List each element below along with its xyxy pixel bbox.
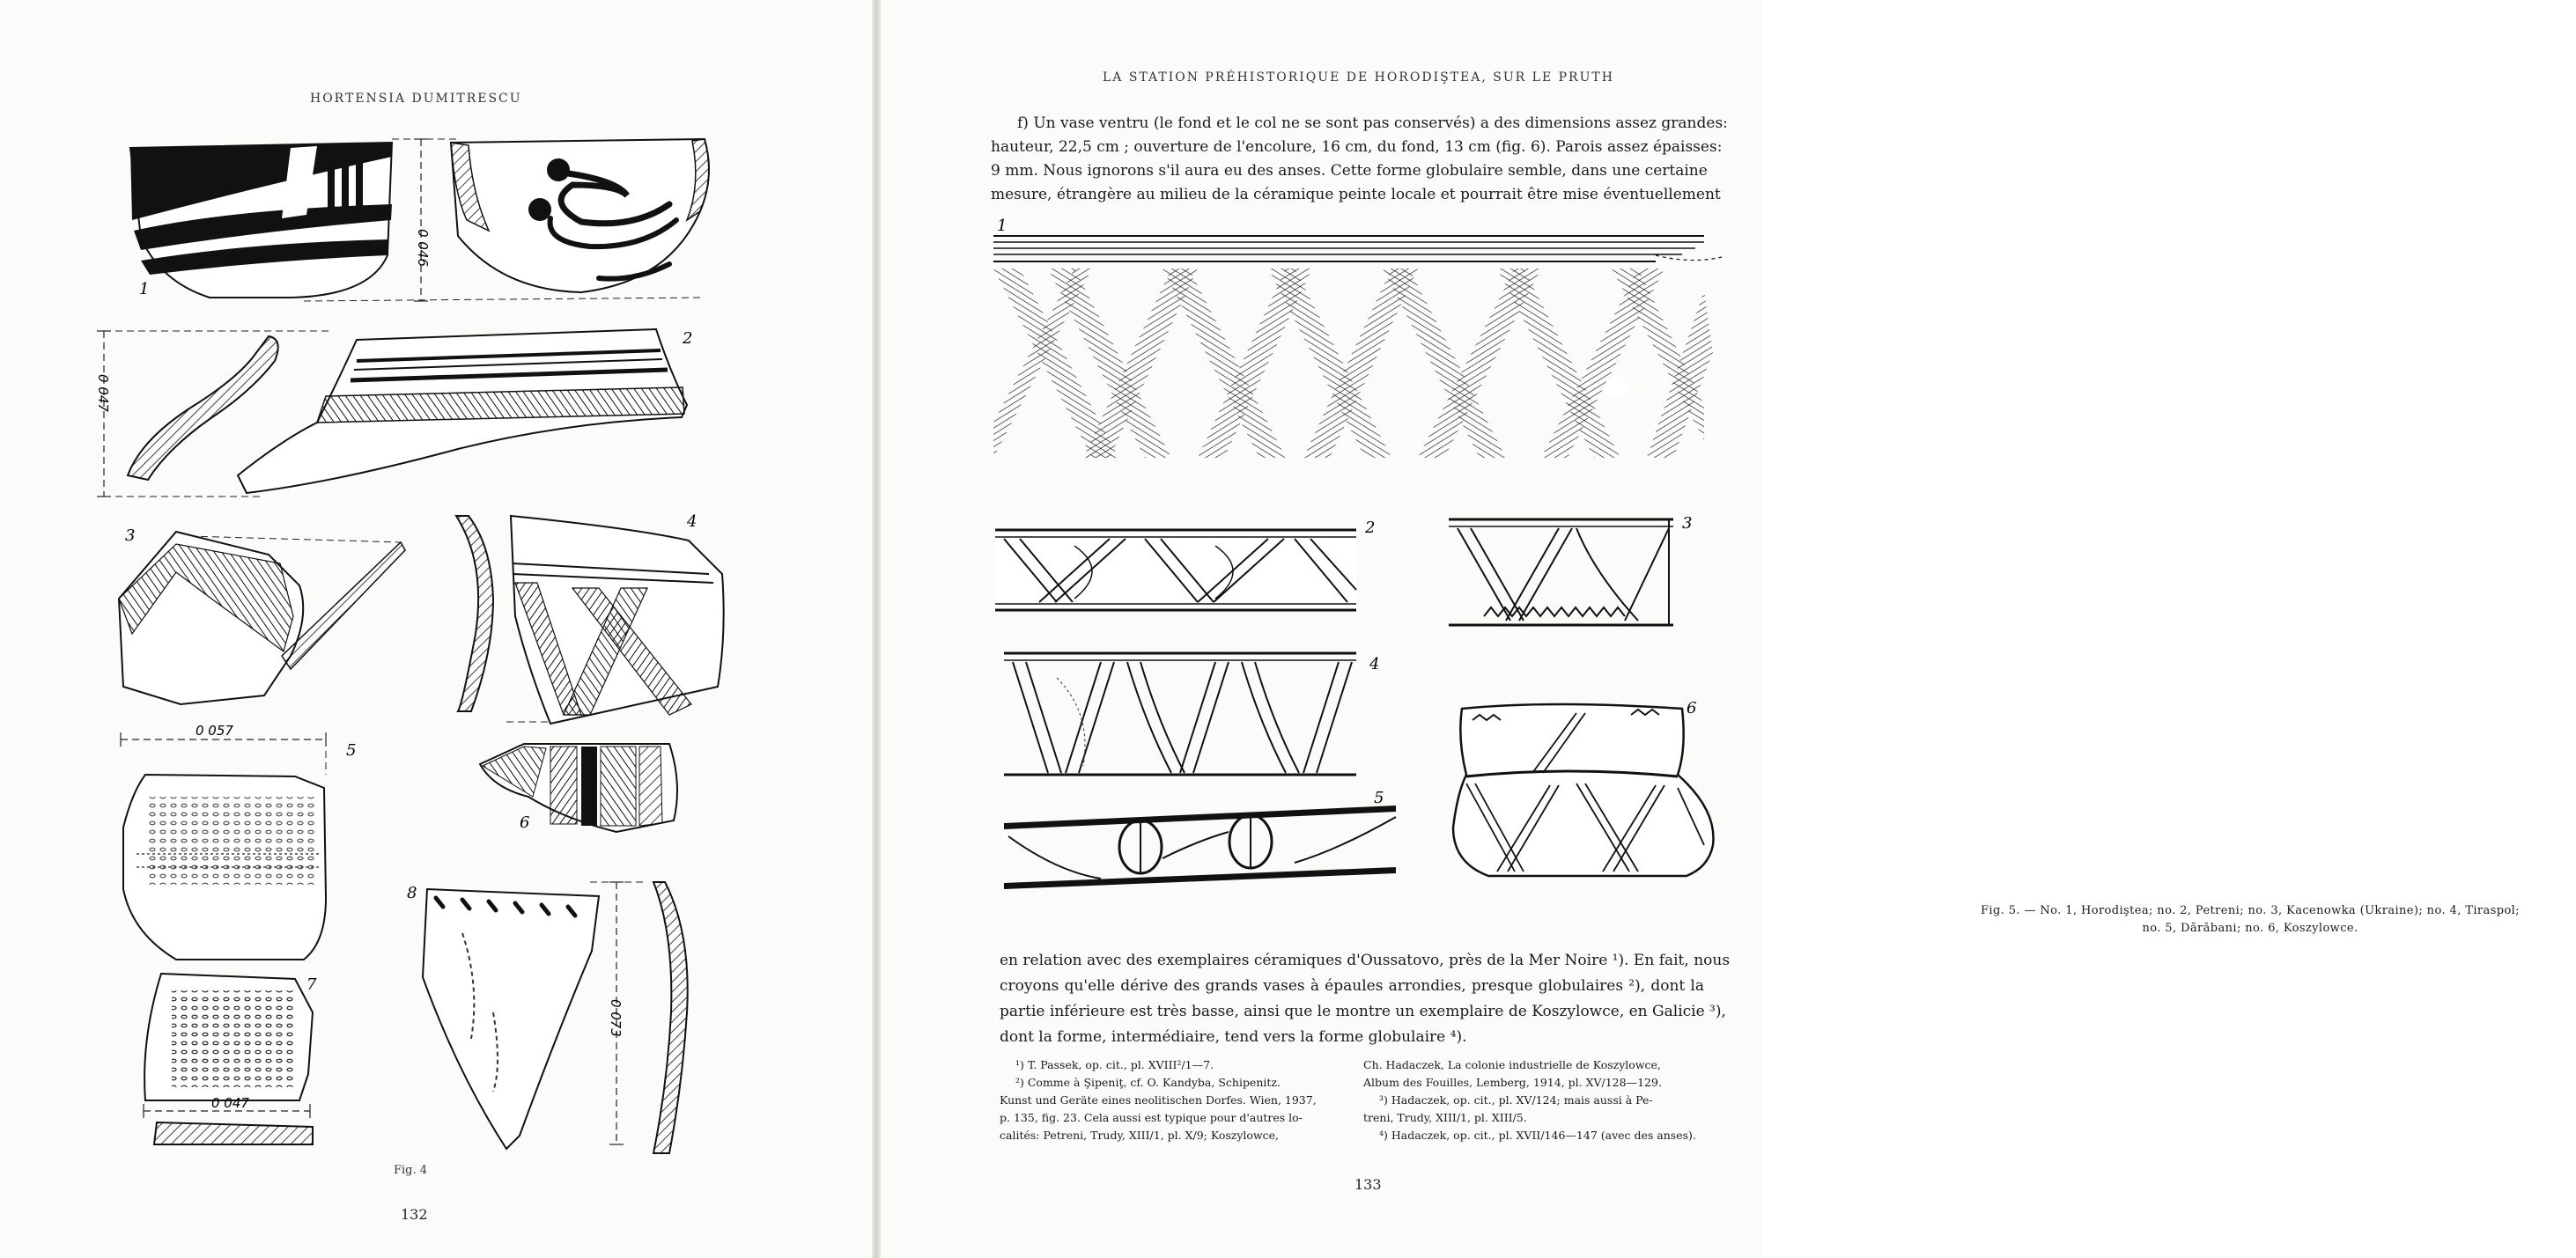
paragraph-bottom-line: partie inférieure est très basse, ainsi que le montre un exemplaire de Koszylowce, en Galicie ³),	[1000, 1003, 1726, 1020]
fragment-6	[480, 744, 677, 832]
fragment-7	[144, 974, 317, 1144]
paragraph-top-line: hauteur, 22,5 cm ; ouverture de l'encolure, 16 cm, du fond, 13 cm (fig. 6). Parois assez épaisses:	[991, 138, 1723, 156]
running-head-right: LA STATION PRÉHISTORIQUE DE HORODIŞTEA, SUR LE PRUTH	[1103, 70, 1614, 85]
figure-5-caption	[1924, 902, 2576, 938]
dimension-label-1: 0 046	[415, 229, 431, 267]
left-page	[0, 0, 872, 1258]
fig4-label-5: 5	[346, 741, 357, 760]
fig4-label-3: 3	[125, 526, 136, 545]
fragment-5	[121, 723, 356, 960]
fig4-label-7: 7	[306, 975, 317, 994]
figure-4-drawings	[0, 0, 872, 1258]
fragment-2	[95, 329, 692, 497]
paragraph-bottom-line: croyons qu'elle dérive des grands vases à épaules arrondies, presque globulaires ²), dont la	[1000, 977, 1704, 995]
fig4-label-2: 2	[683, 329, 693, 348]
fig5-band-3	[1449, 514, 1692, 625]
fragment-1b	[451, 139, 709, 292]
fig5-vase-6	[1453, 699, 1714, 876]
fig5-band-1	[993, 217, 1722, 458]
footnote-line: ¹) T. Passek, op. cit., pl. XVIII²/1—7.	[1015, 1058, 1214, 1071]
paragraph-bottom-line: dont la forme, intermédiaire, tend vers la forme globulaire ⁴).	[1000, 1028, 1467, 1046]
running-head-left: HORTENSIA DUMITRESCU	[310, 92, 522, 106]
page-number-right: 133	[1354, 1176, 1382, 1193]
footnote-line: p. 135, fig. 23. Cela aussi est typique pour d'autres lo-	[1000, 1111, 1303, 1124]
paragraph-top-line: 9 mm. Nous ignorons s'il aura eu des anses. Cette forme globulaire semble, dans une certaine	[991, 162, 1708, 180]
footnote-line: ³) Hadaczek, op. cit., pl. XV/124; mais aussi à Pe-	[1379, 1093, 1653, 1107]
fig5-label-4: 4	[1369, 655, 1380, 673]
footnote-line: Ch. Hadaczek, La colonie industrielle de Koszylowce,	[1363, 1058, 1661, 1071]
fig5-band-2	[995, 519, 1375, 610]
paragraph-top-line: mesure, étrangère au milieu de la céramique peinte locale et pourrait être mise éventuellement	[991, 186, 1721, 203]
footnotes-right-column	[1363, 1056, 1733, 1144]
footnote-line: ⁴) Hadaczek, op. cit., pl. XVII/146—147 (avec des anses).	[1379, 1129, 1696, 1142]
fragment-3	[119, 526, 405, 704]
footnote-line: treni, Trudy, XIII/1, pl. XIII/5.	[1363, 1111, 1527, 1124]
paragraph-bottom-line: en relation avec des exemplaires céramiques d'Oussatovo, près de la Mer Noire ¹). En fait, nous	[1000, 952, 1731, 969]
fig4-label-6: 6	[520, 813, 530, 832]
fig5-band-5	[1004, 789, 1396, 889]
fig5-label-5: 5	[1374, 789, 1384, 807]
dimension-label-7: 0 047	[211, 1095, 249, 1111]
fig4-label-8: 8	[407, 884, 417, 902]
book-gutter	[872, 0, 881, 1258]
fig5-label-6: 6	[1687, 699, 1697, 717]
figure-5-caption-line: Fig. 5. — No. 1, Horodiştea; no. 2, Petreni; no. 3, Kacenowka (Ukraine); no. 4, Tiraspol;	[1980, 904, 2521, 917]
figure-5-caption-line: no. 5, Dărăbani; no. 6, Koszylowce.	[2142, 922, 2358, 935]
paragraph-top-line: f) Un vase ventru (le fond et le col ne se sont pas conservés) a des dimensions assez grandes:	[1017, 114, 1728, 132]
fig5-label-1: 1	[997, 217, 1008, 235]
right-page	[881, 0, 2521, 1258]
footnote-line: Album des Fouilles, Lemberg, 1914, pl. XV/128—129.	[1363, 1076, 1662, 1089]
fig4-label-4: 4	[687, 512, 698, 531]
fragment-8	[407, 882, 688, 1153]
dimension-label-8: 0 073	[608, 999, 624, 1037]
paragraph-bottom	[1000, 948, 1731, 1050]
footnote-line: Kunst und Geräte eines neolitischen Dorfes. Wien, 1937,	[1000, 1093, 1317, 1107]
footnote-line: ²) Comme à Şipeniţ, cf. O. Kandyba, Schipenitz.	[1015, 1076, 1281, 1089]
fig5-label-3: 3	[1682, 514, 1693, 533]
fig4-label-1: 1	[139, 280, 150, 298]
dimension-label-2: 0 047	[95, 374, 111, 412]
fig5-band-4	[1004, 653, 1379, 775]
fig5-label-2: 2	[1365, 519, 1376, 537]
footnote-line: calités: Petreni, Trudy, XIII/1, pl. X/9; Koszylowce,	[1000, 1129, 1280, 1142]
fragment-4	[456, 512, 724, 724]
footnotes-left-column	[1000, 1056, 1347, 1144]
fragment-1	[130, 143, 392, 298]
figure-4-caption: Fig. 4	[394, 1164, 428, 1177]
page-number-left: 132	[401, 1206, 428, 1223]
dimension-label-5: 0 057	[196, 723, 233, 739]
